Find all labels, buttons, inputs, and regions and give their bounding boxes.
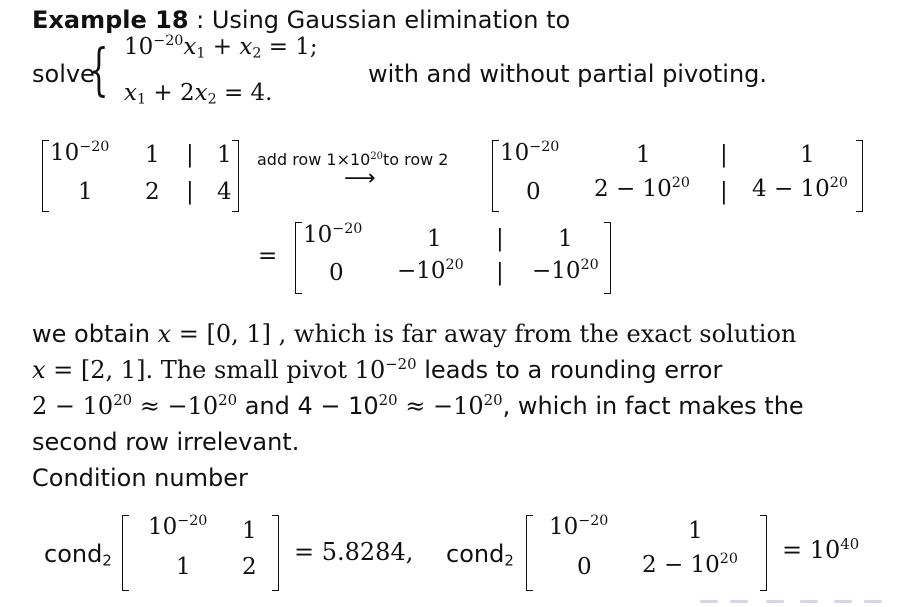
example-heading: Example 18 : Using Gaussian elimination to [32,6,571,34]
bracket-right [760,515,767,591]
bracket-right [272,515,279,591]
condition-number-label: Condition number [32,464,248,492]
paragraph-line-4: second row irrelevant. [32,428,300,456]
example-number: Example 18 [32,6,189,34]
nav-search-icon[interactable] [834,600,852,603]
nav-page-icon[interactable] [800,600,818,603]
nav-section-icon[interactable] [766,600,784,603]
left-brace-icon: { [89,38,109,103]
cond-value-2: = $10^{40}$ [782,534,860,564]
cond-label-1: cond$_2$ [44,540,112,570]
nav-zoom-icon[interactable] [864,600,882,603]
equation-2: $x_1 + 2x_2 = 4$. [124,80,273,108]
paragraph-line-2: x = [2, 1]. The small pivot $10^{-20}$ leads to a rounding error [32,354,723,384]
cond-value-1: = 5.8284, [294,538,414,566]
system-suffix: with and without partial pivoting. [368,60,768,88]
bracket-left [42,140,49,212]
cond-label-2: cond$_2$ [446,540,514,570]
bracket-left [492,140,499,212]
bracket-left [526,515,533,591]
paragraph-line-3: $2 - 10^{20} \approx -10^{20}$ and $4 - 10^{20} \approx -10^{20}$, which in fact makes the [32,390,804,420]
right-arrow-icon: ⟶ [344,166,376,191]
equation-1: $10^{-20}x_1 + x_2 = 1$; [124,33,318,62]
heading-text: Using Gaussian elimination to [211,6,571,34]
nav-prev-icon[interactable] [700,600,718,603]
bracket-left [295,222,302,294]
bracket-right [604,222,611,294]
nav-next-icon[interactable] [730,600,748,603]
row-operation-label: add row $1\times 10^{20}to$ row 2 [257,150,449,169]
bracket-right [856,140,863,212]
solve-label: solve [32,60,95,88]
bracket-left [122,515,129,591]
paragraph-line-1: we obtain x = [0, 1] , which is far away from the exact solution [32,320,797,348]
bracket-right [232,140,239,212]
